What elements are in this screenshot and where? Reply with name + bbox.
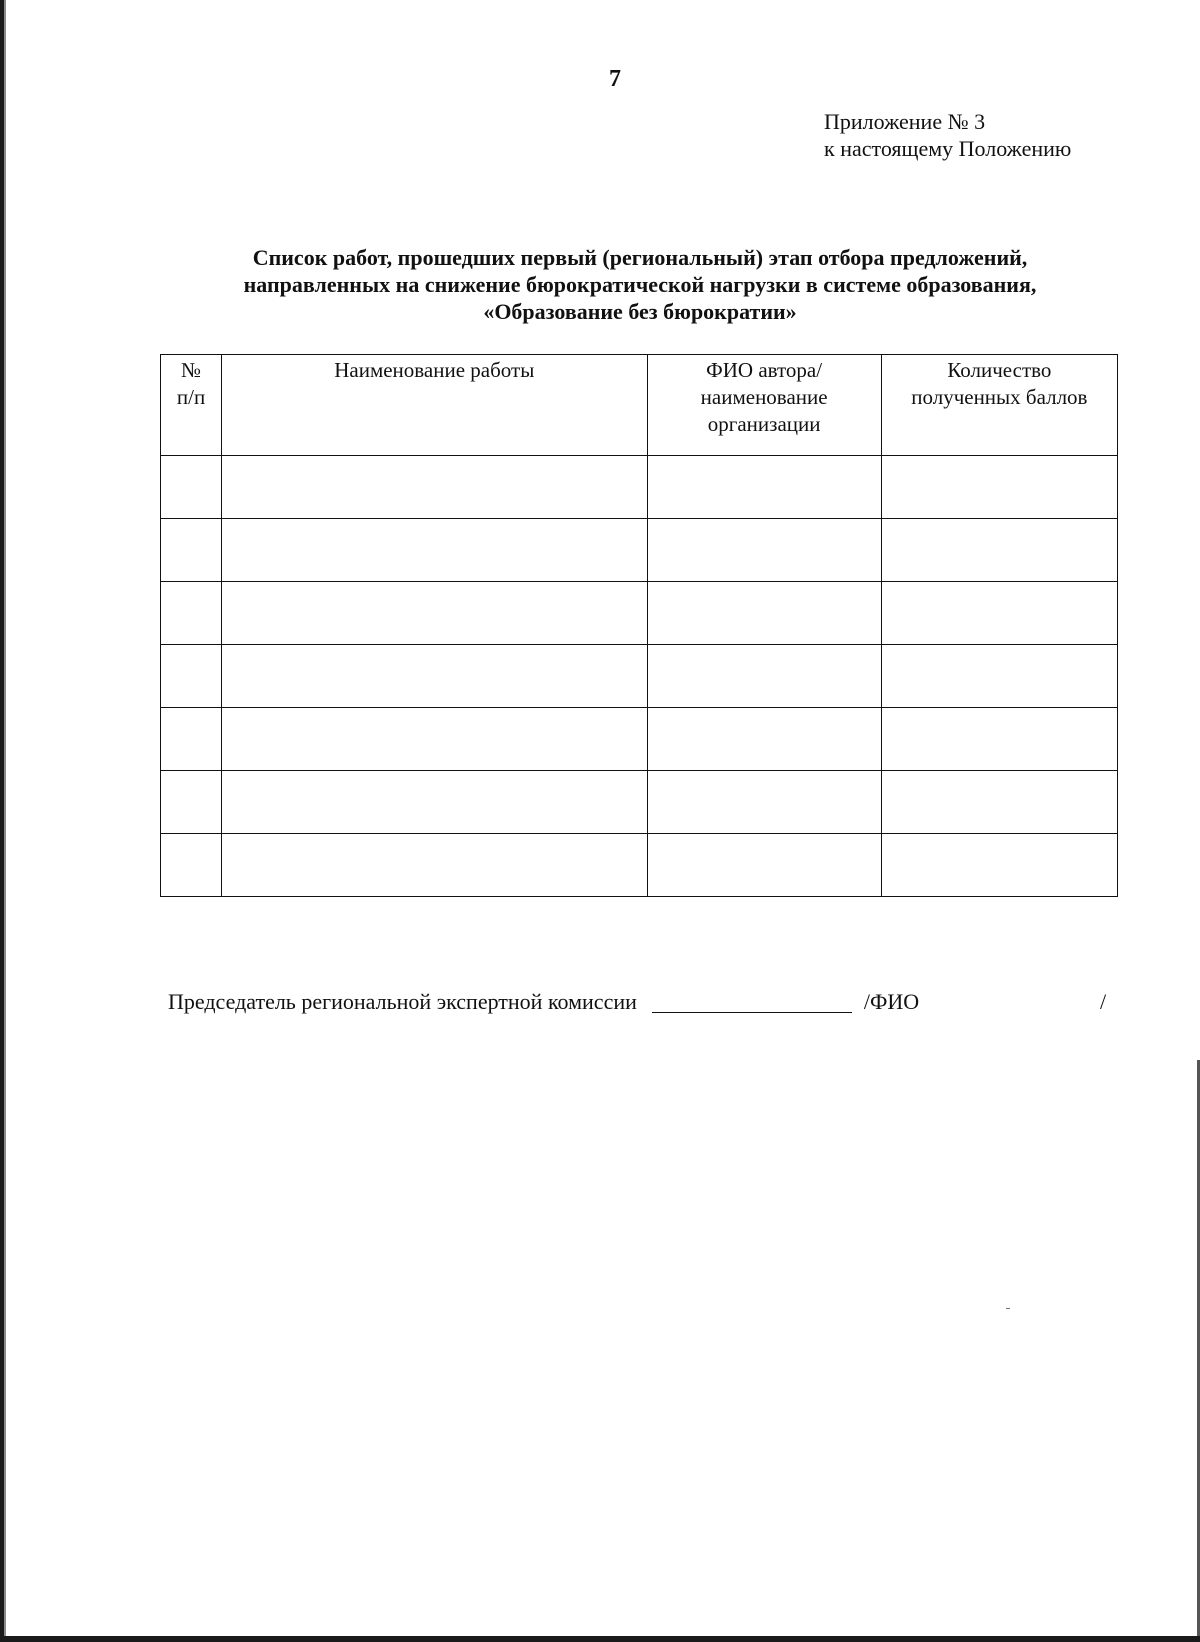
signature-blank [652,990,852,1013]
header-work-name-text: Наименование работы [334,358,535,382]
header-number [161,355,222,456]
appendix-line-1: Приложение № 3 [824,109,986,134]
table-row [161,582,1118,645]
title-line-2: направленных на снижение бюрократической нагрузки в системе образования, [243,272,1037,297]
table-row [161,834,1118,897]
signature-slash: / [1100,989,1107,1014]
scan-border-left-shade [4,0,6,1642]
table-row [161,771,1118,834]
cell-score [881,771,1117,834]
table-row [161,456,1118,519]
cell-author [647,645,881,708]
header-author-line-3: организации [707,412,821,436]
table-header-row [161,355,1118,456]
cell-score [881,582,1117,645]
cell-score [881,645,1117,708]
cell-author [647,519,881,582]
cell-author [647,834,881,897]
cell-work-name [222,582,647,645]
cell-score [881,834,1117,897]
table-body [161,456,1118,897]
cell-author [647,771,881,834]
cell-work-name [222,645,647,708]
signature-line [168,988,1118,1016]
scan-speck [1006,1308,1010,1309]
cell-number [161,519,222,582]
works-table [160,354,1118,897]
cell-number [161,645,222,708]
header-work-name [222,355,647,456]
cell-score [881,708,1117,771]
signature-fio: /ФИО [863,989,920,1014]
cell-author [647,582,881,645]
title-line-3: «Образование без бюрократии» [483,299,797,324]
header-score-line-1: Количество [947,358,1052,382]
table-row [161,708,1118,771]
cell-work-name [222,834,647,897]
page-number: 7 [609,66,621,92]
cell-number [161,582,222,645]
header-author-line-2: наименование [700,385,828,409]
cell-author [647,456,881,519]
cell-number [161,834,222,897]
header-score [881,355,1117,456]
cell-author [647,708,881,771]
header-author-line-1: ФИО автора/ [706,358,823,382]
cell-work-name [222,771,647,834]
cell-work-name [222,519,647,582]
cell-number [161,708,222,771]
cell-score [881,519,1117,582]
table-row [161,645,1118,708]
cell-number [161,771,222,834]
appendix-reference [824,108,1071,162]
appendix-line-2: к настоящему Положению [824,136,1072,161]
title-line-1: Список работ, прошедших первый (региональный) этап отбора предложений, [252,245,1028,270]
cell-work-name [222,708,647,771]
table-row [161,519,1118,582]
header-number-line-1: № [181,358,202,382]
header-score-line-2: полученных баллов [911,385,1088,409]
header-author [647,355,881,456]
document-title [150,244,1130,325]
cell-number [161,456,222,519]
header-number-line-2: п/п [176,385,206,409]
cell-work-name [222,456,647,519]
cell-score [881,456,1117,519]
scan-border-bottom [0,1636,1200,1642]
signature-label: Председатель региональной экспертной комиссии [168,989,637,1014]
